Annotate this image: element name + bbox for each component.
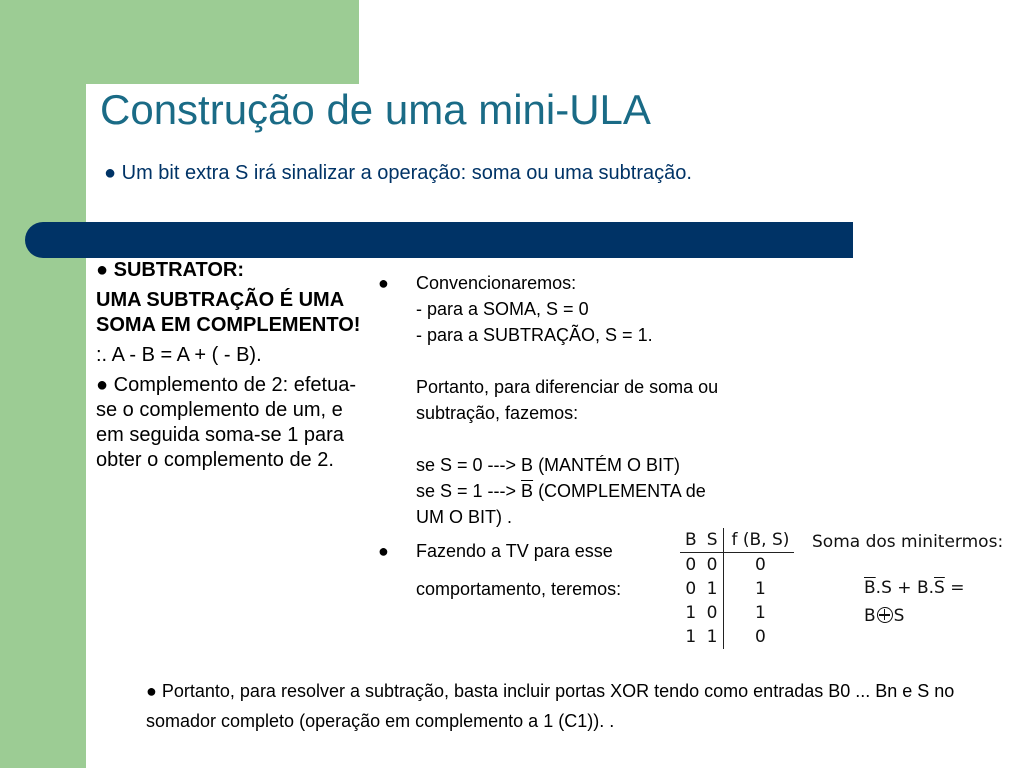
- cell-f: 1: [723, 577, 794, 601]
- bullet-icon: ●: [378, 541, 389, 561]
- truth-table: [680, 528, 794, 649]
- conclusion-text: ● Portanto, para resolver a subtração, basta incluir portas XOR tendo como entradas B0 ... Bn e S no somador completo (operação em complemento a 1 (C1)). .: [146, 681, 955, 731]
- subtraction-emphasis: UMA SUBTRAÇÃO É UMA SOMA EM COMPLEMENTO!: [96, 289, 361, 336]
- truth-table-header: [680, 528, 794, 553]
- table-row: [680, 625, 794, 649]
- slide-subtitle: ● Um bit extra S irá sinalizar a operação: soma ou uma subtração.: [104, 162, 692, 184]
- subtractor-heading: ● SUBTRATOR:: [96, 259, 244, 281]
- b-negated: $\overline{B}$: [864, 578, 876, 598]
- cell-b: 1: [685, 603, 697, 623]
- rule-complement-bit: se S = 1 ---> $\overline{B}$ (COMPLEMENTA de: [416, 481, 706, 501]
- convention-line: Portanto, para diferenciar de soma ou: [416, 377, 719, 397]
- table-row: [680, 553, 794, 578]
- cell-s: 1: [706, 579, 718, 599]
- cell-s: 0: [706, 603, 718, 623]
- bullet-icon: ●: [378, 273, 389, 293]
- blank-line: [416, 348, 818, 374]
- cell-b: 0: [685, 555, 697, 575]
- tv-line: comportamento, teremos:: [416, 579, 622, 599]
- cell-f: 0: [723, 625, 794, 649]
- header-s: S: [702, 528, 723, 553]
- cell-b: 0: [685, 579, 697, 599]
- convention-bullet: [378, 270, 818, 530]
- subtraction-formula: :. A - B = A + ( - B).: [96, 344, 262, 366]
- twos-complement-text: ● Complemento de 2: efetua-se o complemento de um, e em seguida soma-se 1 para obter o complemento de 2.: [96, 374, 356, 471]
- left-green-band: [0, 0, 86, 768]
- cell-b: 1: [685, 627, 697, 647]
- cell-f: 1: [723, 601, 794, 625]
- convention-line: UM O BIT) .: [416, 507, 512, 527]
- cell-f: 0: [723, 553, 794, 578]
- tv-line: Fazendo a TV para esse: [416, 541, 613, 561]
- convention-line: subtração, fazemos:: [416, 403, 579, 423]
- minterm-expression: $\overline{B}.S + B.\overline{S}$ =: [864, 578, 965, 598]
- convention-line: Convencionaremos:: [416, 273, 577, 293]
- table-row: [680, 577, 794, 601]
- s-negated: $\overline{S}$: [934, 578, 945, 598]
- header-f: f (B, S): [723, 528, 794, 553]
- b-negated: $\overline{B}$: [521, 481, 534, 501]
- top-green-band: [86, 0, 359, 84]
- cell-s: 0: [706, 555, 718, 575]
- header-b: B: [680, 528, 702, 553]
- convention-line: - para a SOMA, S = 0: [416, 299, 589, 319]
- table-row: [680, 601, 794, 625]
- rule-keep-bit: se S = 0 ---> B (MANTÉM O BIT): [416, 455, 681, 475]
- convention-line: - para a SUBTRAÇÃO, S = 1.: [416, 325, 653, 345]
- cell-s: 1: [706, 627, 718, 647]
- minterms-label: Soma dos minitermos:: [812, 532, 1004, 552]
- xor-expression: B S: [864, 606, 905, 626]
- left-column: [96, 258, 366, 478]
- blank-line: [416, 426, 818, 452]
- slide-title: Construção de uma mini-ULA: [100, 86, 651, 133]
- xor-icon: [877, 607, 893, 623]
- navy-divider-bar: [25, 222, 853, 258]
